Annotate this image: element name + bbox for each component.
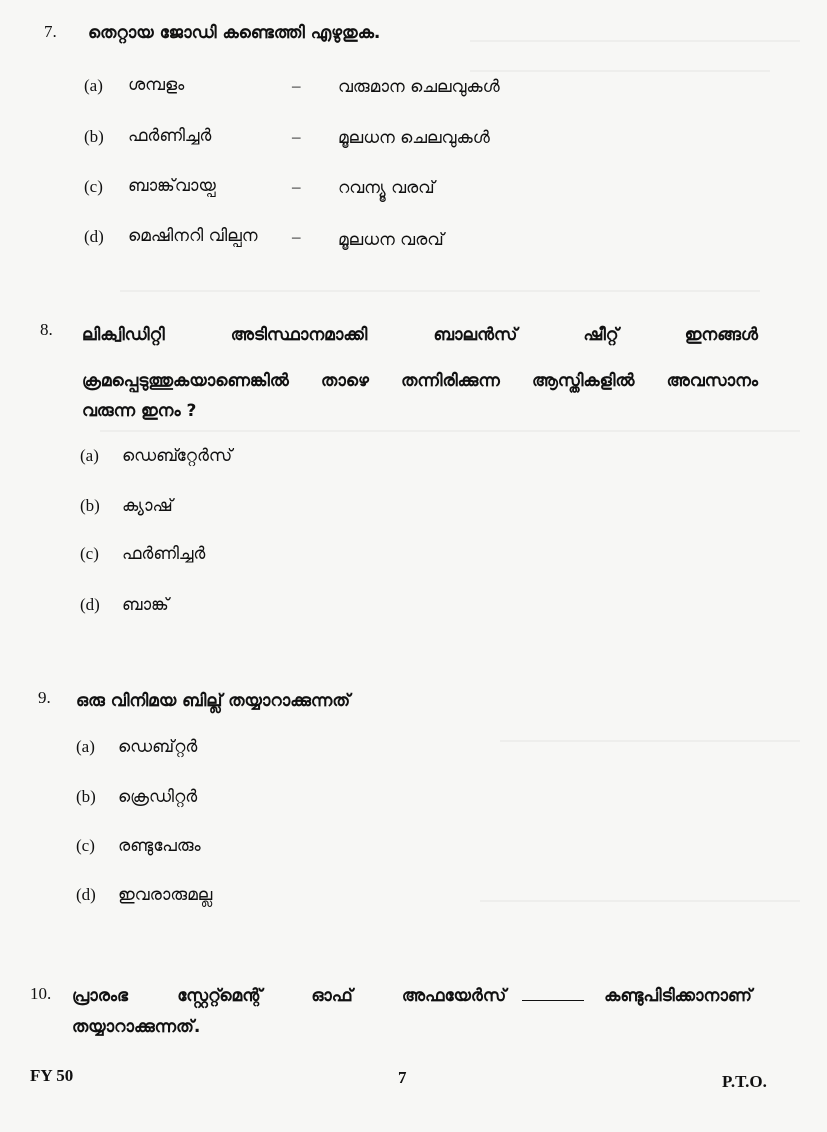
question-text: തെറ്റായ ജോഡി കണ്ടെത്തി എഴുതുക. bbox=[88, 23, 381, 43]
option-text: ഫർണിച്ചർ bbox=[122, 544, 206, 564]
option-text: രണ്ടുപേരും bbox=[118, 836, 201, 856]
pair-right: മൂലധന വരവ് bbox=[338, 230, 444, 250]
page-number: 7 bbox=[398, 1068, 407, 1087]
question-number: 10. bbox=[30, 984, 52, 1003]
option-label: (a) bbox=[84, 76, 103, 95]
pair-dash: – bbox=[292, 76, 301, 95]
option-text: ബാങ്ക് bbox=[122, 595, 169, 615]
pair-left: ബാങ്ക്‌വായ്പ bbox=[128, 176, 216, 196]
option-label: (a) bbox=[80, 446, 99, 465]
option-text: ഡെബ്റ്റർ bbox=[118, 737, 198, 757]
pair-dash: – bbox=[292, 177, 301, 196]
option-text: ഇവരാരുമല്ല bbox=[118, 885, 213, 905]
pair-dash: – bbox=[292, 227, 301, 246]
question-number: 7. bbox=[44, 22, 57, 41]
pair-right: വരുമാന ചെലവുകൾ bbox=[338, 77, 500, 97]
question-text-line: ലിക്വിഡിറ്റി അടിസ്ഥാനമാക്കി ബാലൻസ് ഷീറ്റ് ഇനങ്ങൾ bbox=[82, 325, 758, 345]
option-label: (b) bbox=[80, 496, 100, 515]
show-through-mark bbox=[470, 40, 800, 42]
pair-left: ഫർണിച്ചർ bbox=[128, 126, 212, 146]
show-through-mark bbox=[100, 430, 800, 432]
option-text: ഡെബ്റ്റേർസ് bbox=[122, 446, 233, 466]
option-label: (a) bbox=[76, 737, 95, 756]
question-number: 9. bbox=[38, 688, 51, 707]
option-label: (b) bbox=[76, 787, 96, 806]
show-through-mark bbox=[470, 70, 770, 72]
question-text-line: തയ്യാറാക്കുന്നത്. bbox=[72, 1017, 201, 1037]
question-number: 8. bbox=[40, 320, 53, 339]
option-text: ക്യാഷ് bbox=[122, 496, 173, 516]
question-text-line bbox=[72, 983, 752, 1009]
option-label: (d) bbox=[76, 885, 96, 904]
show-through-mark bbox=[480, 900, 800, 902]
show-through-mark bbox=[120, 290, 760, 292]
please-turn-over: P.T.O. bbox=[722, 1072, 767, 1091]
question-text-line: ക്രമപ്പെടുത്തുകയാണെങ്കിൽ താഴെ തന്നിരിക്കുന്ന ആസ്തികളിൽ അവസാനം bbox=[82, 371, 758, 391]
option-label: (c) bbox=[80, 544, 99, 563]
option-label: (d) bbox=[80, 595, 100, 614]
option-label: (c) bbox=[84, 177, 103, 196]
question-text-part: കണ്ടുപിടിക്കാനാണ് bbox=[604, 986, 752, 1006]
show-through-mark bbox=[500, 740, 800, 742]
question-text: ഒരു വിനിമയ ബില്ല് തയ്യാറാക്കുന്നത് bbox=[76, 691, 351, 711]
pair-right: റവന്യൂ വരവ് bbox=[338, 178, 435, 198]
option-label: (c) bbox=[76, 836, 95, 855]
option-label: (b) bbox=[84, 127, 104, 146]
pair-left: മെഷിനറി വില്പന bbox=[128, 226, 258, 246]
answer-blank bbox=[522, 1000, 584, 1001]
pair-dash: – bbox=[292, 127, 301, 146]
option-text: ക്രെഡിറ്റർ bbox=[118, 787, 198, 807]
paper-code: FY 50 bbox=[30, 1066, 74, 1085]
question-text-part: പ്രാരംഭ സ്റ്റേറ്റ്മെന്റ് ഓഫ് അഫയേർസ് bbox=[72, 986, 507, 1006]
option-label: (d) bbox=[84, 227, 104, 246]
question-text-line: വരുന്ന ഇനം ? bbox=[82, 401, 197, 421]
pair-left: ശമ്പളം bbox=[128, 75, 185, 95]
pair-right: മൂലധന ചെലവുകൾ bbox=[338, 128, 490, 148]
